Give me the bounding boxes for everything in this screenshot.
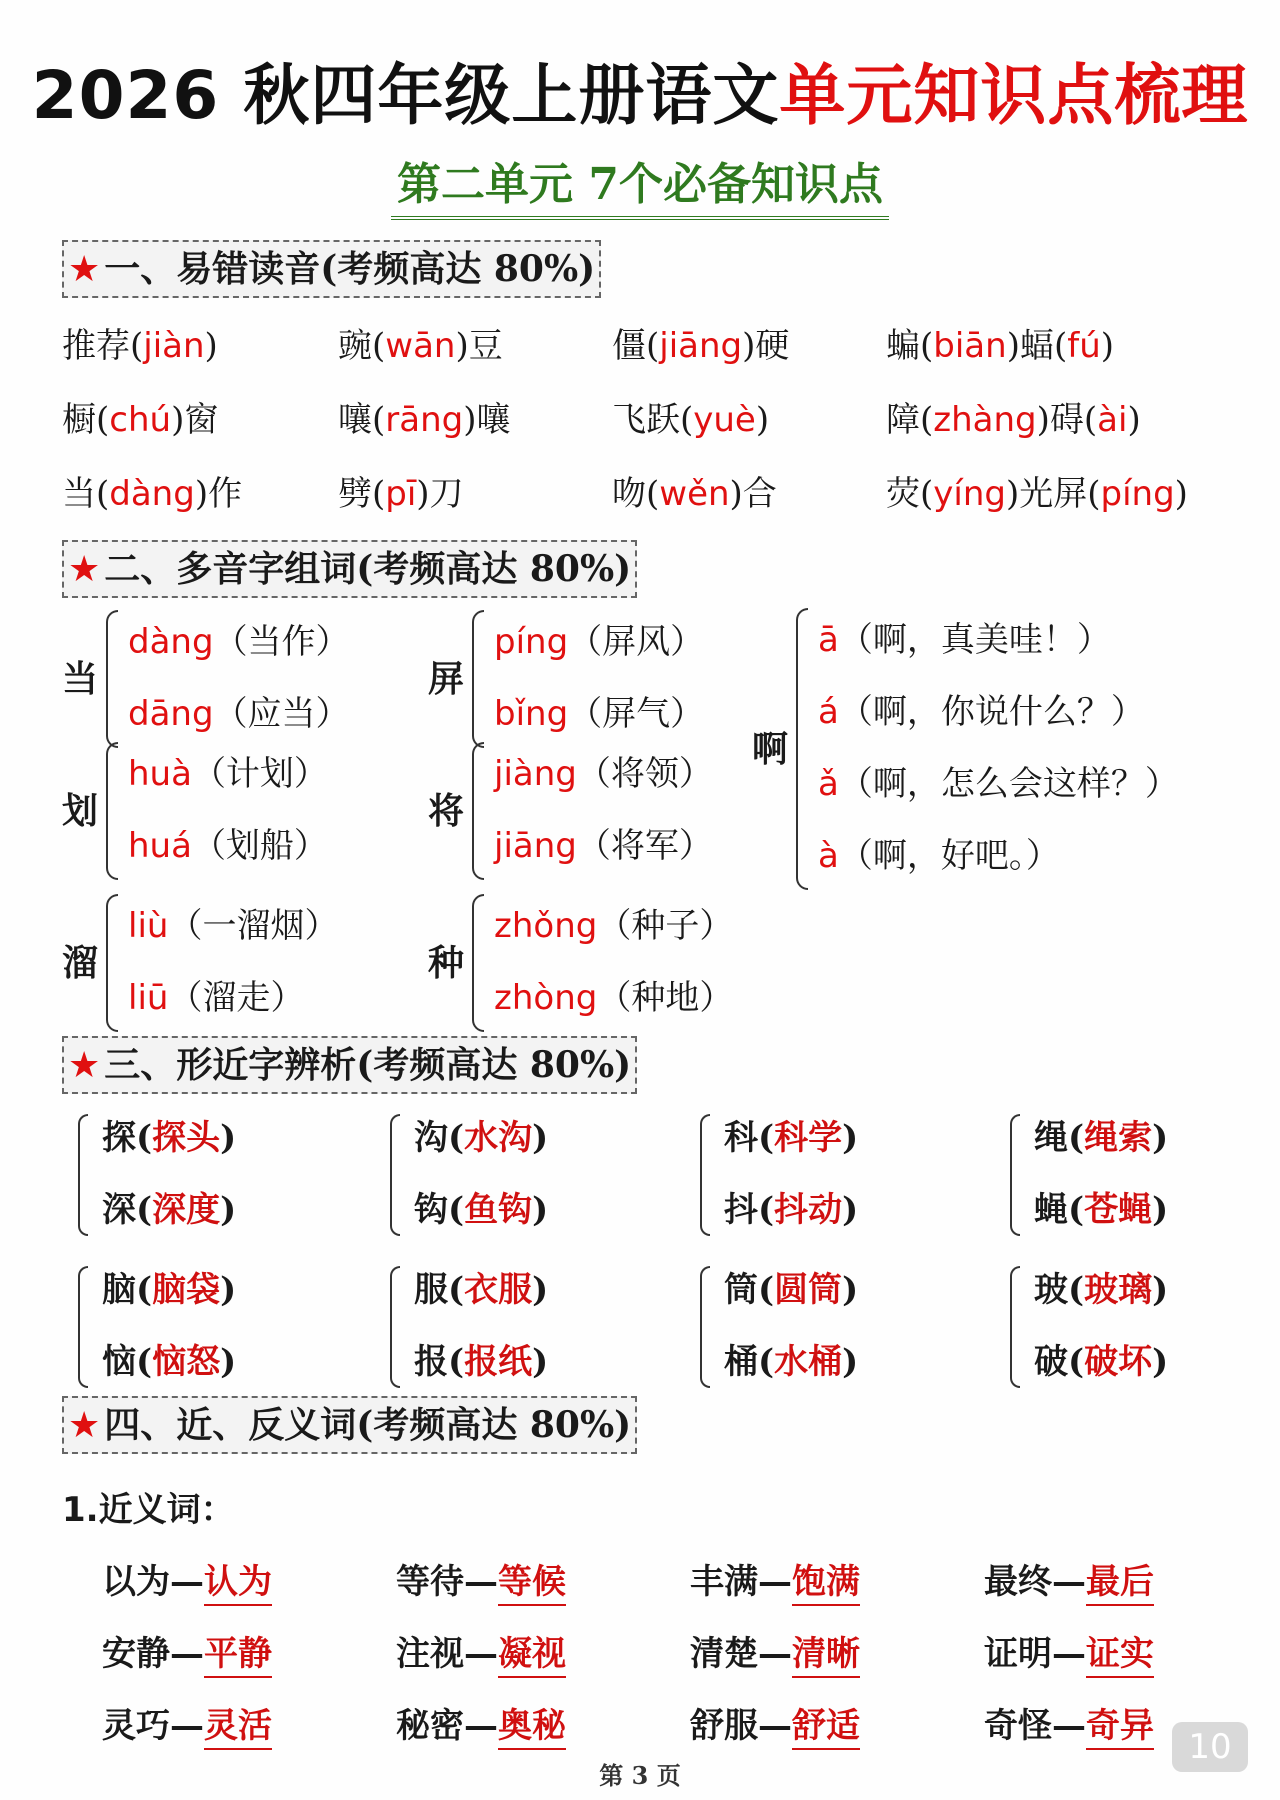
similar-char: 桶 [724,1342,758,1382]
similar-word: 脑袋 [152,1270,221,1310]
polyphonic-char: 将 [428,790,465,832]
similar-row [102,1110,236,1159]
synonym-answer: 饱满 [792,1562,860,1606]
polyphonic-word: （将军） [576,826,713,866]
star-icon: ★ [68,1045,101,1086]
synonym-pair [984,1626,1154,1675]
synonym-pair [984,1554,1154,1603]
synonym-word: 舒服— [690,1706,792,1746]
polyphonic-pinyin: zhòng [494,978,598,1018]
synonym-answer: 奥秘 [498,1706,566,1750]
section-heading-4 [62,1396,637,1454]
similar-row [414,1182,548,1231]
synonym-word: 最终— [984,1562,1086,1602]
synonym-word: 奇怪— [984,1706,1086,1746]
polyphonic-pinyin: dàng [128,622,214,662]
paren: ) [532,1118,549,1158]
synonym-pair [690,1626,860,1675]
similar-row [102,1334,236,1383]
reading-text: )碍( [1036,400,1098,440]
reading-text: 橱( [62,400,110,440]
paren: ) [842,1118,859,1158]
reading-item [338,318,503,367]
synonym-answer: 最后 [1086,1562,1154,1606]
polyphonic-row [494,686,704,735]
paren: ) [220,1342,237,1382]
reading-text: 荧( [886,474,934,514]
reading-item [62,466,242,515]
reading-pinyin: zhàng [933,400,1037,440]
synonym-answer: 证实 [1086,1634,1154,1678]
similar-row [1034,1262,1168,1311]
paren: ( [1068,1270,1085,1310]
similar-word: 鱼钩 [464,1190,533,1230]
synonym-pair [102,1554,272,1603]
reading-text: 推荐( [62,326,144,366]
similar-word: 破坏 [1084,1342,1153,1382]
reading-pinyin: yuè [693,400,756,440]
polyphonic-pinyin: à [818,836,839,876]
paren: ) [532,1270,549,1310]
paren: ) [1152,1270,1169,1310]
star-icon: ★ [68,1405,101,1446]
polyphonic-word: （一溜烟） [168,906,339,946]
reading-text: ) [1127,400,1141,440]
polyphonic-row [494,970,733,1019]
polyphonic-pinyin: huà [128,754,192,794]
similar-row [724,1262,858,1311]
reading-pinyin: fú [1067,326,1101,366]
similar-char: 深 [102,1190,136,1230]
reading-text: 吻( [612,474,660,514]
polyphonic-row [494,746,713,795]
subtitle-text: 第二单元 7个必备知识点 [391,148,889,220]
paren: ( [448,1190,465,1230]
paren: ( [758,1342,775,1382]
paren: ) [532,1190,549,1230]
brace-mark [106,742,118,880]
similar-row [724,1334,858,1383]
reading-pinyin: ài [1097,400,1128,440]
reading-item [612,318,789,367]
reading-pinyin: yíng [933,474,1006,514]
brace-mark [1010,1266,1020,1388]
polyphonic-char: 划 [62,790,99,832]
similar-word: 衣服 [464,1270,533,1310]
synonym-pair [102,1698,272,1747]
synonym-answer: 等候 [498,1562,566,1606]
polyphonic-pinyin: bǐng [494,694,569,734]
similar-char: 抖 [724,1190,758,1230]
polyphonic-pinyin: dāng [128,694,214,734]
synonym-answer: 舒适 [792,1706,860,1750]
polyphonic-row [818,756,1179,805]
brace-mark [700,1114,710,1236]
polyphonic-pinyin: ā [818,620,839,660]
brace-mark [1010,1114,1020,1236]
similar-word: 深度 [152,1190,221,1230]
paren: ) [220,1118,237,1158]
polyphonic-word: （溜走） [168,978,305,1018]
brace-mark [472,610,484,748]
polyphonic-pinyin: jiāng [494,826,577,866]
paren: ( [136,1270,153,1310]
similar-row [102,1182,236,1231]
page-number-badge: 10 [1172,1722,1248,1772]
similar-char: 破 [1034,1342,1068,1382]
reading-text: )豆 [455,326,503,366]
similar-row [414,1110,548,1159]
polyphonic-pinyin: liù [128,906,169,946]
reading-pinyin: píng [1100,474,1175,514]
synonym-word: 以为— [102,1562,204,1602]
paren: ) [532,1342,549,1382]
reading-item [886,318,1114,367]
synonyms-subheading: 1.近义词： [62,1490,235,1530]
synonym-pair [102,1626,272,1675]
paren: ( [1068,1118,1085,1158]
section-label: 四、近、反义词(考频高达 80%) [104,1404,632,1446]
paren: ) [1152,1190,1169,1230]
similar-char: 探 [102,1118,136,1158]
page-footer: 第 3 页 [599,1761,681,1790]
polyphonic-word: （屏风） [568,622,705,662]
synonym-word: 丰满— [690,1562,792,1602]
paren: ( [448,1270,465,1310]
reading-text: 豌( [338,326,386,366]
brace-mark [106,610,118,748]
paren: ( [758,1190,775,1230]
section-heading-1 [62,240,601,298]
polyphonic-row [128,898,338,947]
similar-word: 绳索 [1084,1118,1153,1158]
brace-mark [390,1266,400,1388]
polyphonic-row [494,818,713,867]
similar-word: 苍蝇 [1084,1190,1153,1230]
polyphonic-char: 屏 [428,658,465,700]
similar-row [724,1110,858,1159]
similar-word: 报纸 [464,1342,533,1382]
synonym-answer: 清晰 [792,1634,860,1678]
synonym-word: 清楚— [690,1634,792,1674]
polyphonic-char: 当 [62,658,99,700]
similar-word: 探头 [152,1118,221,1158]
paren: ( [448,1118,465,1158]
reading-item [338,392,510,441]
similar-char: 绳 [1034,1118,1068,1158]
polyphonic-word: （划船） [191,826,328,866]
paren: ) [220,1270,237,1310]
paren: ) [842,1342,859,1382]
polyphonic-word: （啊，真美哇！） [838,620,1111,660]
paren: ) [842,1270,859,1310]
synonym-answer: 凝视 [498,1634,566,1678]
polyphonic-pinyin: liū [128,978,169,1018]
reading-pinyin: pī [385,474,417,514]
reading-text: ) [1100,326,1115,366]
similar-row [102,1262,236,1311]
polyphonic-word: （种子） [597,906,734,946]
synonym-answer: 灵活 [204,1706,272,1750]
polyphonic-row [128,746,328,795]
synonym-word: 秘密— [396,1706,498,1746]
similar-word: 恼怒 [152,1342,221,1382]
synonym-pair [690,1554,860,1603]
polyphonic-row [128,614,350,663]
polyphonic-row [128,970,304,1019]
reading-item [62,392,218,441]
synonym-word: 灵巧— [102,1706,204,1746]
synonym-pair [396,1698,566,1747]
similar-char: 报 [414,1342,448,1382]
polyphonic-pinyin: jiàng [494,754,577,794]
reading-text: 飞跃( [612,400,694,440]
reading-item [338,466,464,515]
paren: ( [758,1118,775,1158]
synonym-answer: 奇异 [1086,1706,1154,1750]
brace-mark [106,894,118,1032]
similar-char: 钩 [414,1190,448,1230]
similar-row [1034,1110,1168,1159]
polyphonic-char: 种 [428,942,465,984]
reading-text: )窗 [171,400,219,440]
similar-char: 脑 [102,1270,136,1310]
brace-mark [700,1266,710,1388]
paren: ( [136,1118,153,1158]
reading-pinyin: chú [109,400,172,440]
reading-text: ) [204,326,218,366]
polyphonic-word: （屏气） [568,694,705,734]
polyphonic-pinyin: á [818,692,839,732]
synonym-pair [984,1698,1154,1747]
section-heading-3 [62,1036,637,1094]
polyphonic-pinyin: huá [128,826,192,866]
paren: ( [1068,1190,1085,1230]
polyphonic-row [818,612,1111,661]
brace-mark [472,742,484,880]
polyphonic-char: 啊 [752,728,789,770]
section-label: 一、易错读音(考频高达 80%) [104,248,596,290]
polyphonic-row [128,818,328,867]
polyphonic-row [494,898,733,947]
reading-text: )作 [194,474,243,514]
similar-word: 圆筒 [774,1270,843,1310]
polyphonic-word: （将领） [576,754,713,794]
reading-text: )嚷 [463,400,511,440]
reading-pinyin: jiàn [143,326,205,366]
reading-item [886,466,1188,515]
section-label: 三、形近字辨析(考频高达 80%) [104,1044,632,1086]
similar-char: 玻 [1034,1270,1068,1310]
brace-mark [390,1114,400,1236]
polyphonic-row [818,684,1145,733]
similar-word: 玻璃 [1084,1270,1153,1310]
section-label: 二、多音字组词(考频高达 80%) [104,548,632,590]
similar-word: 水沟 [464,1118,533,1158]
reading-text: )蝠( [1006,326,1068,366]
polyphonic-char: 溜 [62,942,99,984]
reading-text: 嚷( [338,400,386,440]
reading-item [612,466,777,515]
similar-row [724,1182,858,1231]
polyphonic-word: （计划） [191,754,328,794]
polyphonic-word: （当作） [213,622,350,662]
similar-word: 抖动 [774,1190,843,1230]
reading-item [62,318,218,367]
star-icon: ★ [68,549,101,590]
synonym-word: 证明— [984,1634,1086,1674]
brace-mark [472,894,484,1032]
reading-pinyin: wān [385,326,456,366]
reading-pinyin: jiāng [659,326,743,366]
polyphonic-row [494,614,704,663]
synonym-answer: 平静 [204,1634,272,1678]
reading-pinyin: biān [933,326,1007,366]
reading-text: ) [1174,474,1188,514]
reading-item [612,392,769,441]
polyphonic-row [818,828,1060,877]
polyphonic-word: （啊，你说什么？） [838,692,1145,732]
reading-text: 障( [886,400,934,440]
synonym-word: 注视— [396,1634,498,1674]
paren: ) [1152,1342,1169,1382]
polyphonic-pinyin: zhǒng [494,906,598,946]
similar-row [1034,1182,1168,1231]
section-heading-2 [62,540,637,598]
brace-mark [78,1114,88,1236]
paren: ) [842,1190,859,1230]
title-black-part: 2026 秋四年级上册语文 [31,57,780,134]
paren: ( [448,1342,465,1382]
polyphonic-word: （啊，好吧。） [838,836,1060,876]
synonym-word: 安静— [102,1634,204,1674]
reading-text: 劈( [338,474,386,514]
similar-char: 筒 [724,1270,758,1310]
paren: ( [1068,1342,1085,1382]
similar-char: 科 [724,1118,758,1158]
brace-mark [796,608,808,890]
polyphonic-row [128,686,350,735]
synonym-pair [396,1626,566,1675]
reading-text: )硬 [742,326,790,366]
paren: ( [136,1190,153,1230]
polyphonic-word: （种地） [597,978,734,1018]
page-title [0,42,1280,137]
similar-row [1034,1334,1168,1383]
polyphonic-pinyin: píng [494,622,569,662]
reading-text: )光屏( [1005,474,1101,514]
similar-char: 服 [414,1270,448,1310]
reading-text: )刀 [416,474,464,514]
reading-text: 当( [62,474,110,514]
paren: ) [220,1190,237,1230]
reading-text: )合 [729,474,777,514]
brace-mark [78,1266,88,1388]
reading-pinyin: rāng [385,400,464,440]
synonym-word: 等待— [396,1562,498,1602]
similar-row [414,1262,548,1311]
synonym-pair [690,1698,860,1747]
similar-char: 恼 [102,1342,136,1382]
similar-word: 科学 [774,1118,843,1158]
reading-pinyin: wěn [659,474,730,514]
polyphonic-word: （啊，怎么会这样？） [838,764,1179,804]
synonym-pair [396,1554,566,1603]
page-subtitle [0,148,1280,220]
reading-text: 蝙( [886,326,934,366]
reading-item [886,392,1141,441]
similar-char: 沟 [414,1118,448,1158]
title-red-part: 单元知识点梳理 [779,57,1249,134]
reading-pinyin: dàng [109,474,195,514]
polyphonic-word: （应当） [213,694,350,734]
reading-text: ) [755,400,770,440]
synonym-answer: 认为 [204,1562,272,1606]
polyphonic-pinyin: ǎ [818,764,839,804]
similar-row [414,1334,548,1383]
reading-text: 僵( [612,326,660,366]
paren: ) [1152,1118,1169,1158]
similar-word: 水桶 [774,1342,843,1382]
star-icon: ★ [68,249,101,290]
similar-char: 蝇 [1034,1190,1068,1230]
paren: ( [758,1270,775,1310]
paren: ( [136,1342,153,1382]
